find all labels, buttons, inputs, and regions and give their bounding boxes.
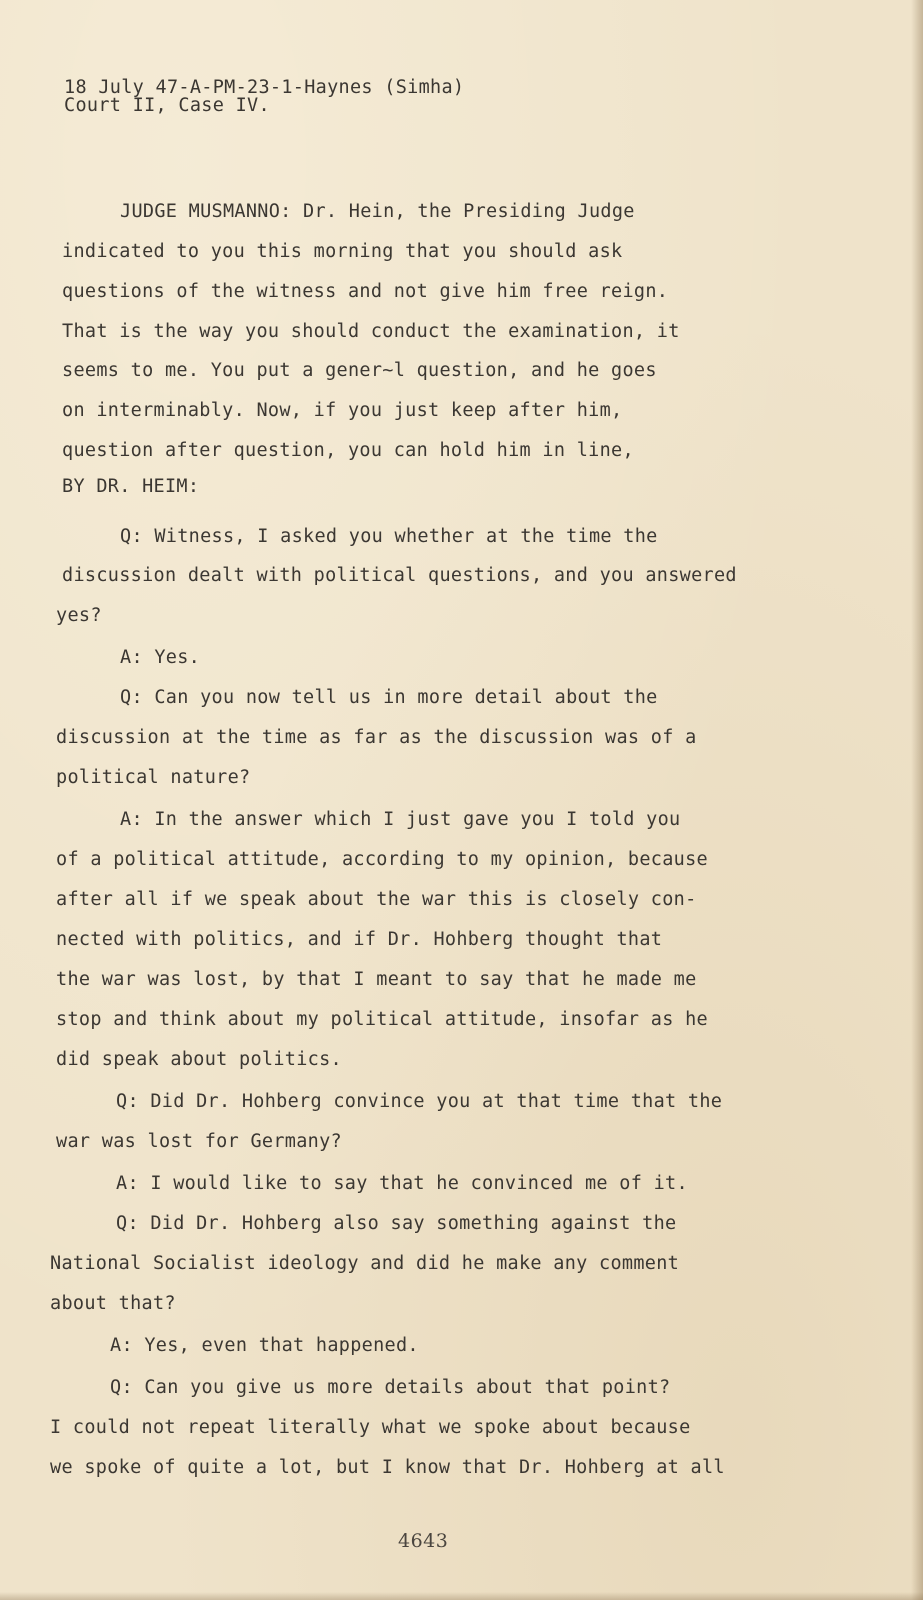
text-line-23: Q: Did Dr. Hohberg convince you at that time that the — [116, 1091, 723, 1112]
page-number: 4643 — [398, 1530, 449, 1552]
text-line-21: stop and think about my political attitude, insofar as he — [56, 1009, 708, 1030]
text-line-25: A: I would like to say that he convinced me of it. — [116, 1173, 688, 1194]
text-line-15: political nature? — [56, 767, 251, 788]
text-line-32: we spoke of quite a lot, but I know that Dr. Hohberg at all — [50, 1457, 725, 1478]
text-line-6: on interminably. Now, if you just keep after him, — [62, 400, 623, 421]
text-line-26: Q: Did Dr. Hohberg also say something against the — [116, 1213, 677, 1234]
header-line-1: 18 July 47-A-PM-23-1-Haynes (Simha) — [64, 77, 465, 98]
text-line-2: indicated to you this morning that you should ask — [62, 241, 623, 262]
text-line-17: of a political attitude, according to my opinion, because — [56, 849, 708, 870]
text-line-16: A: In the answer which I just gave you I told you — [120, 809, 681, 830]
text-line-4: That is the way you should conduct the examination, it — [62, 321, 680, 342]
text-line-28: about that? — [50, 1293, 176, 1314]
text-line-14: discussion at the time as far as the discussion was of a — [56, 727, 697, 748]
text-line-27: National Socialist ideology and did he make any comment — [50, 1253, 680, 1274]
text-line-7: question after question, you can hold him in line, — [62, 440, 634, 461]
text-line-10: discussion dealt with political questions, and you answered — [62, 565, 737, 586]
text-line-11: yes? — [56, 605, 102, 626]
text-line-29: A: Yes, even that happened. — [110, 1335, 419, 1356]
text-line-22: did speak about politics. — [56, 1049, 342, 1070]
text-line-19: nected with politics, and if Dr. Hohberg thought that — [56, 929, 663, 950]
text-line-18: after all if we speak about the war this is closely con- — [56, 889, 697, 910]
text-line-3: questions of the witness and not give him free reign. — [62, 281, 669, 302]
text-line-5: seems to me. You put a gener~l question, and he goes — [62, 360, 657, 381]
text-line-20: the war was lost, by that I meant to say that he made me — [56, 969, 697, 990]
text-line-30: Q: Can you give us more details about that point? — [110, 1377, 671, 1398]
text-line-24: war was lost for Germany? — [56, 1131, 342, 1152]
text-line-1: JUDGE MUSMANNO: Dr. Hein, the Presiding Judge — [120, 201, 635, 222]
text-line-31: I could not repeat literally what we spoke about because — [50, 1417, 691, 1438]
text-line-13: Q: Can you now tell us in more detail about the — [120, 687, 658, 708]
header-line-2: Court II, Case IV. — [64, 95, 270, 116]
text-line-9: Q: Witness, I asked you whether at the time the — [120, 526, 658, 547]
text-line-8: BY DR. HEIM: — [62, 476, 200, 497]
page-edge-shadow — [911, 0, 923, 1600]
page-bottom-shadow — [0, 1592, 923, 1600]
text-line-12: A: Yes. — [120, 647, 201, 668]
